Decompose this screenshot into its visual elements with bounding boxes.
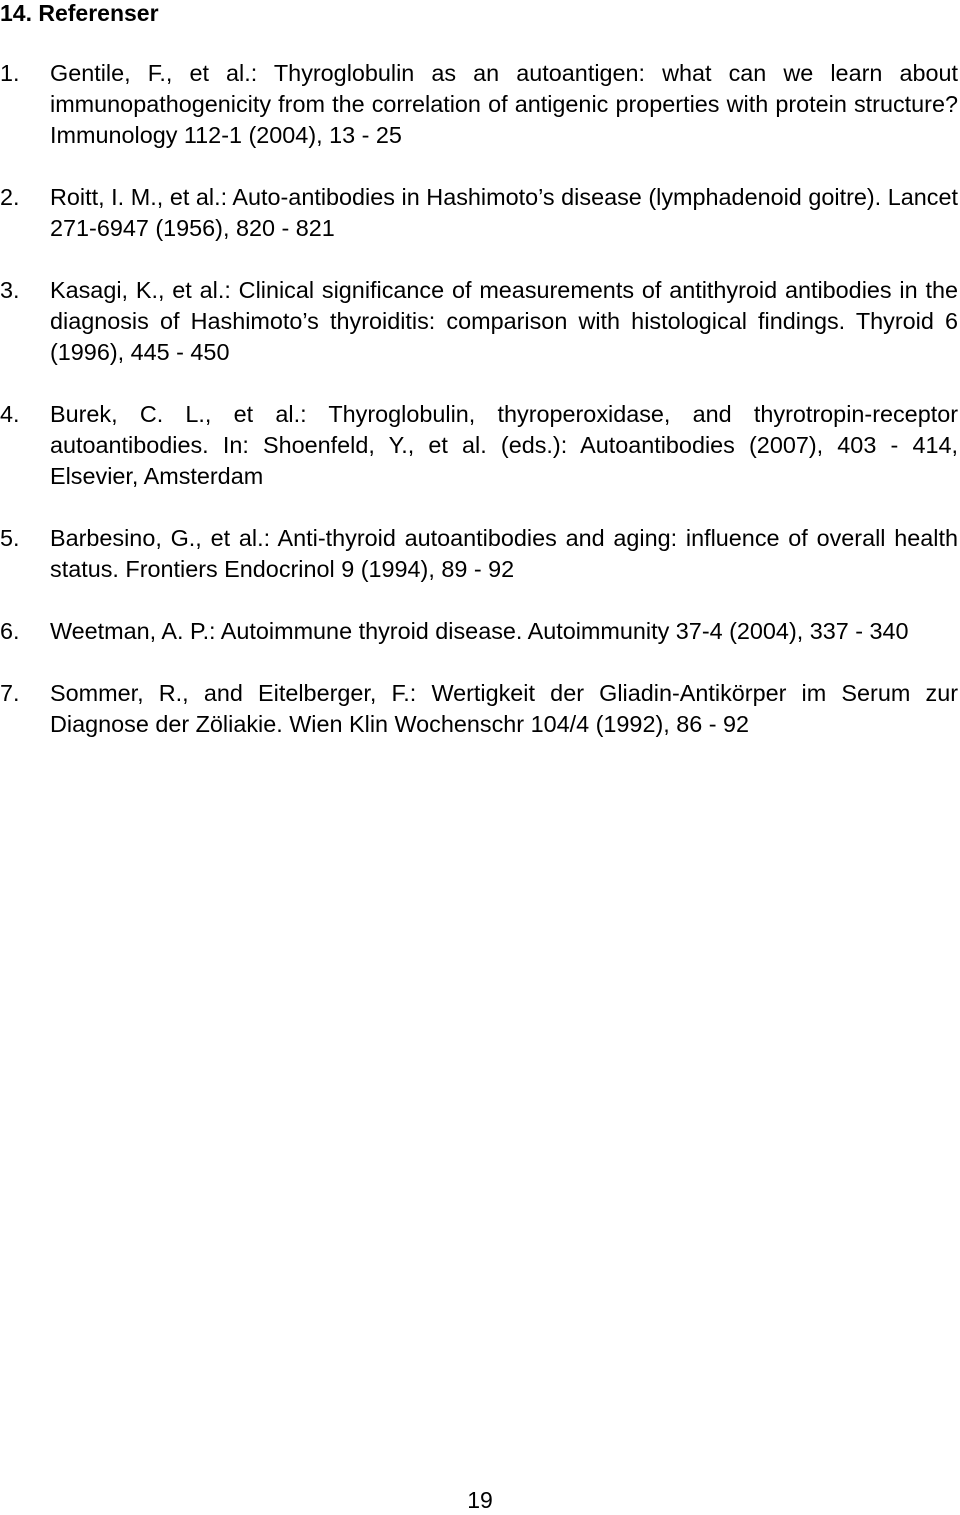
reference-text: Sommer, R., and Eitelberger, F.: Wertigkeit der Gliadin-Antikörper im Serum zur Diagnose der Zöliakie. Wien Klin Wochenschr 104/4 (1992), 86 - 92 bbox=[50, 680, 958, 737]
reference-item bbox=[0, 58, 958, 151]
reference-number: 4. bbox=[0, 401, 20, 427]
reference-number: 7. bbox=[0, 680, 20, 706]
reference-text: Burek, C. L., et al.: Thyroglobulin, thyroperoxidase, and thyrotropin-receptor autoantibodies. In: Shoenfeld, Y., et al. (eds.): Autoantibodies (2007), 403 - 414, Elsevier, Amsterdam bbox=[50, 401, 958, 489]
page-number bbox=[0, 1485, 960, 1515]
reference-item bbox=[0, 678, 958, 740]
reference-text: Barbesino, G., et al.: Anti-thyroid autoantibodies and aging: influence of overall health status. Frontiers Endocrinol 9 (1994), 89 - 92 bbox=[50, 525, 958, 582]
page-number-label: 19 bbox=[467, 1487, 493, 1513]
section-heading: 14. Referenser bbox=[0, 0, 159, 26]
reference-item bbox=[0, 399, 958, 492]
reference-text: Gentile, F., et al.: Thyroglobulin as an autoantigen: what can we learn about immunopathogenicity from the correlation of antigenic properties with protein structure? Immunology 112-1 (2004), 13 - 25 bbox=[50, 60, 958, 148]
reference-text: Roitt, I. M., et al.: Auto-antibodies in Hashimoto’s disease (lymphadenoid goitre). Lancet 271-6947 (1956), 820 - 821 bbox=[50, 184, 958, 241]
reference-text: Kasagi, K., et al.: Clinical significance of measurements of antithyroid antibodies in the diagnosis of Hashimoto’s thyroiditis: comparison with histological findings. Thyroid 6 (1996), 445 - 450 bbox=[50, 277, 958, 365]
reference-item bbox=[0, 182, 958, 244]
reference-number: 2. bbox=[0, 184, 20, 210]
reference-item bbox=[0, 523, 958, 585]
reference-number: 6. bbox=[0, 618, 20, 644]
reference-number: 1. bbox=[0, 60, 20, 86]
reference-list bbox=[0, 58, 960, 771]
reference-item bbox=[0, 275, 958, 368]
reference-number: 3. bbox=[0, 277, 20, 303]
reference-item bbox=[0, 616, 958, 647]
reference-text: Weetman, A. P.: Autoimmune thyroid disease. Autoimmunity 37-4 (2004), 337 - 340 bbox=[50, 618, 909, 644]
reference-number: 5. bbox=[0, 525, 20, 551]
